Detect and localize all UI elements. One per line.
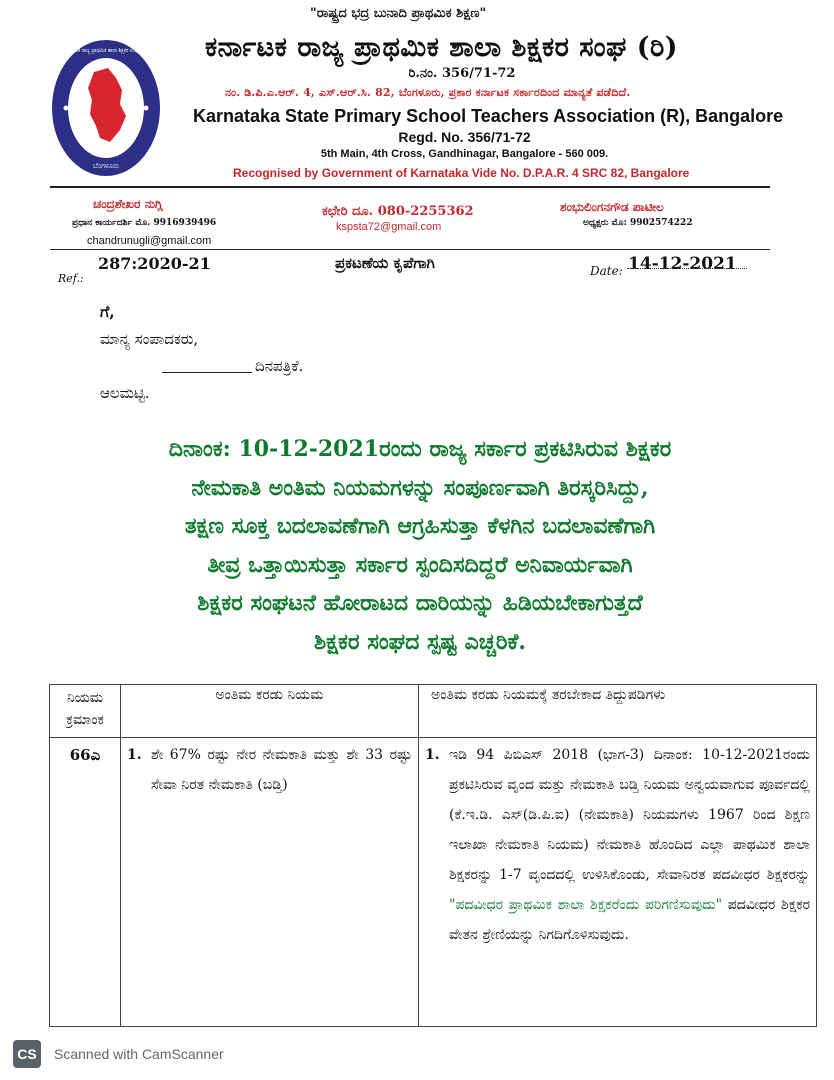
reference-label: Ref.: (58, 272, 84, 285)
scanner-watermark: Scanned with CamScanner (54, 1046, 224, 1062)
changes-cell (419, 738, 817, 1027)
office-phone: ಕಛೇರಿ ದೂ. 080-2255362 (322, 204, 474, 219)
logo-bottom-text: ಬೆಂಗಳೂರು (92, 162, 120, 170)
contacts-divider (50, 249, 770, 250)
recognition-english: Recognised by Government of Karnataka Vide No. D.P.A.R. 4 SRC 82, Bangalore (233, 166, 690, 180)
item-number: 1. (425, 747, 440, 763)
change-text: ಇಡಿ 94 ಪಿಬಿಎಸ್ 2018 (ಭಾಗ-3) ದಿನಾಂಕ: 10-12-2021ರಂದು ಪ್ರಕಟಿಸಿರುವ ವೃಂದ ಮತ್ತು ನೇಮಕಾತಿ ಬಡ್ತಿ ನಿಯಮ ಅನ್ವಯವಾಗುವ ಪೂರ್ವದಲ್ಲಿ (ಕೆ.ಇ.ಡಿ. ಎಸ್(ಡಿ.ಪಿ.ಐ) (ನೇಮಕಾತಿ) ನಿಯಮಗಳು 1967 ರಿಂದ ಶಿಕ್ಷಣ ಇಲಾಖಾ ನೇಮಕಾತಿ ನಿಯಮ) ನೇಮಕಾತಿ ಹೊಂದಿದ ಎಲ್ಲಾ ಪಾಥಮಿಕ ಶಾಲಾ ಶಿಕ್ಷಕರನ್ನು 1-7 ವೃಂದದಲ್ಲಿ ಉಳಿಸಿಕೊಂಡು, ಸೇವಾನಿರತ ಪದವೀಧರ ಶಿಕ್ಷಕರನ್ನು "ಪದವೀಧರ ಪ್ರಾಥಮಿಕ ಶಾಲಾ ಶಿಕ್ಷಕರೆಂದು ಪರಿಗಣಿಸುವುದು" ಪದವೀಧರ ಶಿಕ್ಷಕರ ವೇತನ ಶ್ರೇಣಿಯನ್ನು ನಿಗದಿಗೊಳಿಸುವುದು. (449, 747, 811, 943)
president-name: ಶಂಭುಲಿಂಗನಗೌಡ ಪಾಟೀಲ (560, 200, 664, 214)
headline-line: ತೀವ್ರ ಒತ್ತಾಯಿಸುತ್ತಾ ಸರ್ಕಾರ ಸ್ಪಂದಿಸದಿದ್ದರೆ ಅನಿವಾರ್ಯವಾಗಿ (207, 551, 633, 578)
final-rule-text: ಶೇ 67% ರಷ್ಟು ನೇರ ನೇಮಕಾತಿ ಮತ್ತು ಶೇ 33 ರಷ್ಟು ಸೇವಾ ನಿರತ ನೇಮಕಾತಿ (ಬಡ್ತಿ) (151, 747, 412, 793)
headline-line: ದಿನಾಂಕ: 10-12-2021ರಂದು ರಾಜ್ಯ ಸರ್ಕಾರ ಪ್ರಕಟಿಸಿರುವ ಶಿಕ್ಷಕರ (168, 436, 672, 462)
letterhead-divider (50, 186, 770, 188)
header-final-rule: ಅಂತಿಮ ಕರಡು ನಿಯಮ (121, 685, 419, 738)
motto: "ರಾಷ್ಟ್ರದ ಭದ್ರ ಬುನಾದಿ ಪ್ರಾಥಮಿಕ ಶಿಕ್ಷಣ" (310, 6, 487, 21)
publish-note: ಪ್ರಕಟಣೆಯ ಕೃಪೆಗಾಗಿ (335, 254, 435, 272)
address-editor: ಮಾನ್ಯ ಸಂಪಾದಕರು, (100, 330, 199, 348)
item-number: 1. (127, 747, 142, 763)
address-place: ಆಲಮಟ್ಟಿ. (100, 384, 150, 402)
address-english: 5th Main, 4th Cross, Gandhinagar, Bangalore - 560 009. (320, 148, 609, 160)
headline-line: ತಕ್ಷಣ ಸೂಕ್ತ ಬದಲಾವಣೆಗಾಗಿ ಆಗ್ರಹಿಸುತ್ತಾ ಕೆಳಗಿನ ಬದಲಾವಣೆಗಾಗಿ (184, 513, 656, 539)
date-dotted-line (627, 268, 747, 269)
date-label: Date: (590, 264, 623, 278)
headline-statement (100, 430, 740, 661)
president-designation: ಅಧ್ಯಕ್ಷರು ಮೊ: 9902574222 (583, 218, 693, 228)
association-title-kannada: ಕರ್ನಾಟಕ ರಾಜ್ಯ ಪ್ರಾಥಮಿಕ ಶಾಲಾ ಶಿಕ್ಷಕರ ಸಂಘ (ರಿ) (205, 32, 679, 63)
final-rule-cell (121, 738, 419, 1027)
secretary-email[interactable]: chandrunugli@gmail.com (87, 235, 212, 247)
registration-number-kannada: ರಿ.ನಂ. 356/71-72 (408, 66, 516, 81)
letter-date: 14-12-2021 (628, 254, 737, 274)
registration-number-english: Regd. No. 356/71-72 (398, 129, 531, 145)
secretary-designation: ಪ್ರಧಾನ ಕಾರ್ಯದರ್ಶಿ ಮೊ. 9916939496 (72, 218, 217, 228)
association-title-english: Karnataka State Primary School Teachers Association (R), Bangalore (193, 106, 784, 126)
address-newspaper: ದಿನಪತ್ರಿಕೆ. (255, 357, 304, 375)
rules-table (49, 684, 817, 1027)
address-to: ಗೆ, (100, 302, 115, 321)
recognition-kannada: ನಂ. ಡಿ.ಪಿ.ಎ.ಆರ್. 4, ಎಸ್.ಆರ್.ಸಿ. 82, ಬೆಂಗಳೂರು, ಪ್ರಕಾರ ಕರ್ನಾಟಕ ಸರ್ಕಾರದಿಂದ ಮಾನ್ಯತೆ ಪಡೆದಿದೆ. (225, 86, 631, 99)
header-changes: ಅಂತಿಮ ಕರಡು ನಿಯಮಕ್ಕೆ ತರಬೇಕಾದ ತಿದ್ದುಪಡಿಗಳು (419, 685, 817, 738)
newspaper-blank-line (162, 358, 252, 373)
rule-number-cell: 66ಎ (50, 738, 121, 1027)
headline-line: ಶಿಕ್ಷಕರ ಸಂಘಟನೆ ಹೋರಾಟದ ದಾರಿಯನ್ನು ಹಿಡಿಯಬೇಕಾಗುತ್ತದೆ (197, 590, 643, 616)
office-email[interactable]: kspsta72@gmail.com (336, 221, 442, 233)
table-row (50, 738, 817, 1027)
change-highlight: "ಪದವೀಧರ ಪ್ರಾಥಮಿಕ ಶಾಲಾ ಶಿಕ್ಷಕರೆಂದು ಪರಿಗಣಿಸುವುದು" (449, 897, 723, 913)
header-rule-number: ನಿಯಮ ಕ್ರಮಾಂಕ (50, 685, 121, 738)
reference-number: 287:2020-21 (98, 254, 211, 273)
logo-top-text: ಕರ್ನಾಟಕ ರಾಜ್ಯ ಪ್ರಾಥಮಿಕ ಶಾಲಾ ಶಿಕ್ಷಕರ ಸಂಘ (ರಿ) (66, 47, 146, 54)
headline-line: ನೇಮಕಾತಿ ಅಂತಿಮ ನಿಯಮಗಳನ್ನು ಸಂಪೂರ್ಣವಾಗಿ ತಿರಸ್ಕರಿಸಿದ್ದು, (191, 474, 649, 501)
secretary-name: ಚಂದ್ರಶೇಖರ ನುಗ್ಲಿ (93, 197, 164, 211)
table-header-row (50, 685, 817, 738)
headline-line: ಶಿಕ್ಷಕರ ಸಂಘದ ಸ್ಪಷ್ಟ ಎಚ್ಚರಿಕೆ. (314, 628, 526, 655)
camscanner-logo-icon: CS (13, 1040, 41, 1068)
